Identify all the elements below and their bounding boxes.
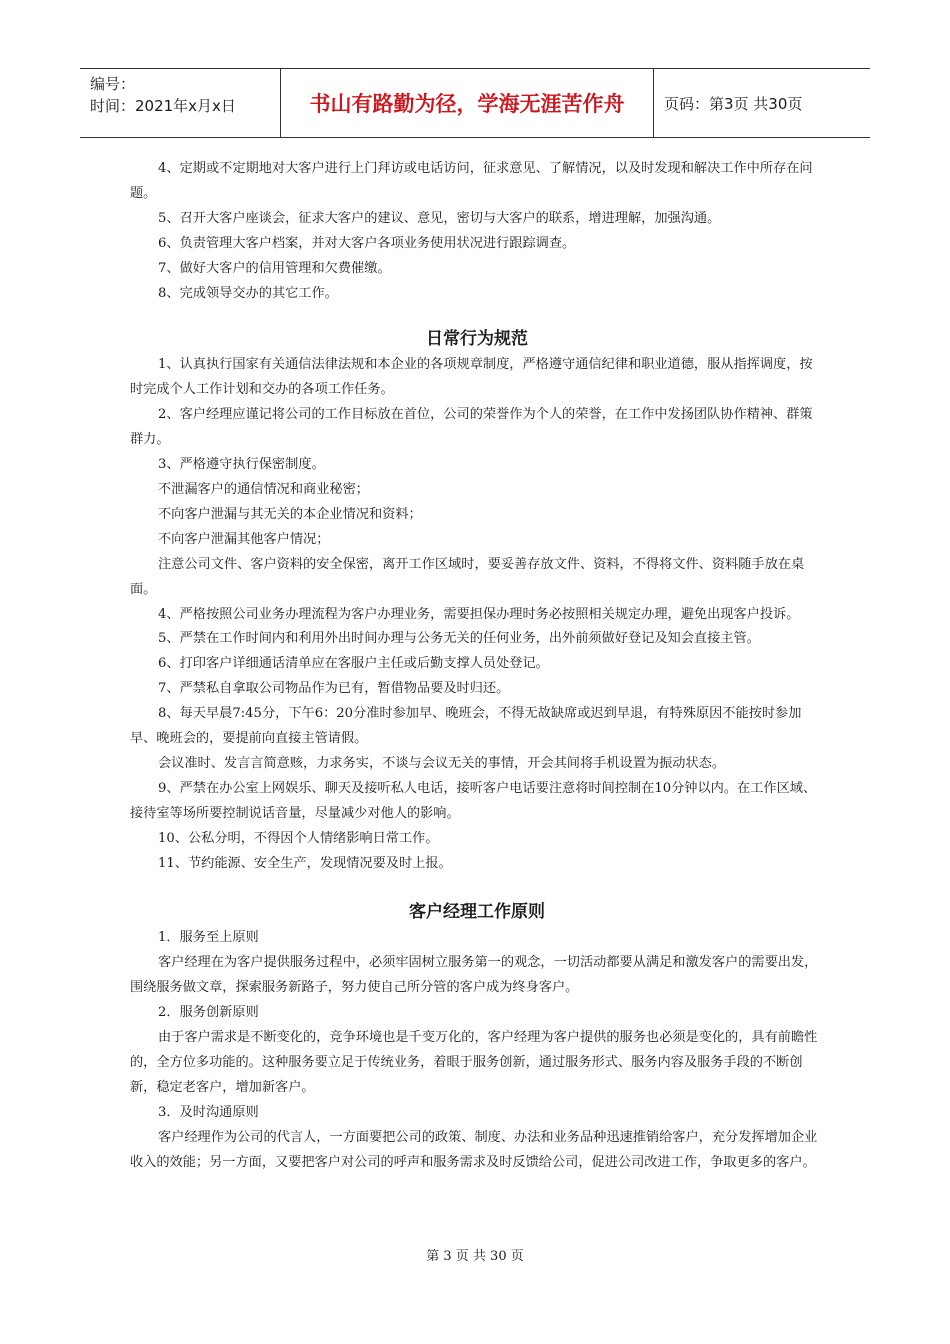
paragraph: 5、召开大客户座谈会，征求大客户的建议、意见，密切与大客户的联系，增进理解，加强沟通。 xyxy=(158,210,721,226)
paragraph: 5、严禁在工作时间内和利用外出时间办理与公务无关的任何业务，出外前须做好登记及知会直接主管。 xyxy=(158,631,760,647)
header-meta xyxy=(80,69,280,137)
subheading: 1．服务至上原则 xyxy=(158,930,259,946)
paragraph: 10、公私分明，不得因个人情绪影响日常工作。 xyxy=(158,830,439,846)
paragraph: 不向客户泄漏与其无关的本企业情况和资料； xyxy=(158,506,422,522)
paragraph: 3、严格遵守执行保密制度。 xyxy=(158,457,325,473)
header-page-info: 页码：第3页 共30页 xyxy=(664,94,803,113)
document-body xyxy=(130,157,824,1176)
section-duties xyxy=(130,157,824,306)
paragraph: 4、定期或不定期地对大客户进行上门拜访或电话访问，征求意见、了解情况，以及时发现和解决工作中所存在问题。 xyxy=(130,161,813,201)
section-conduct xyxy=(130,353,824,876)
paragraph: 注意公司文件、客户资料的安全保密，离开工作区域时，要妥善存放文件、资料，不得将文件、资料随手放在桌面。 xyxy=(130,556,805,597)
document-number: 编号： xyxy=(90,75,136,93)
document-date: 时间：2021年x月x日 xyxy=(90,97,236,115)
paragraph: 4、严格按照公司业务办理流程为客户办理业务，需要担保办理时务必按照相关规定办理，避免出现客户投诉。 xyxy=(158,606,800,622)
section-principles xyxy=(130,926,824,1175)
section-heading: 客户经理工作原则 xyxy=(409,902,545,923)
paragraph: 8、完成领导交办的其它工作。 xyxy=(158,285,338,301)
paragraph: 6、负责管理大客户档案，并对大客户各项业务使用状况进行跟踪调查。 xyxy=(158,235,576,251)
paragraph: 7、做好大客户的信用管理和欠费催缴。 xyxy=(158,260,391,276)
page-header xyxy=(80,68,870,138)
paragraph: 6、打印客户详细通话清单应在客服户主任或后勤支撑人员处登记。 xyxy=(158,656,549,672)
paragraph: 不向客户泄漏其他客户情况； xyxy=(158,531,330,547)
paragraph: 9、严禁在办公室上网娱乐、聊天及接听私人电话，接听客户电话要注意将时间控制在10分钟以内。在工作区域、接待室等场所要控制说话音量，尽量减少对他人的影响。 xyxy=(130,780,817,821)
paragraph: 11、节约能源、安全生产，发现情况要及时上报。 xyxy=(158,855,452,871)
paragraph: 由于客户需求是不断变化的，竞争环境也是千变万化的，客户经理为客户提供的服务也必须是变化的，具有前瞻性的，全方位多功能的。这种服务要立足于传统业务，着眼于服务创新，通过服务形式、服务内容及服务手段的不断创新，稳定老客户，增加新客户。 xyxy=(130,1030,818,1095)
paragraph: 客户经理在为客户提供服务过程中，必须牢固树立服务第一的观念，一切活动都要从满足和激发客户的需要出发，围绕服务做文章，探索服务新路子，努力使自己所分管的客户成为终身客户。 xyxy=(130,955,818,996)
header-slogan: 书山有路勤为径，学海无涯苦作舟 xyxy=(280,69,654,137)
paragraph: 会议准时、发言言简意赅，力求务实，不谈与会议无关的事情，开会其间将手机设置为振动状态。 xyxy=(158,755,726,771)
paragraph: 7、严禁私自拿取公司物品作为已有，暂借物品要及时归还。 xyxy=(158,681,510,697)
subheading: 3．及时沟通原则 xyxy=(158,1104,259,1120)
paragraph: 不泄漏客户的通信情况和商业秘密； xyxy=(158,481,369,497)
section-heading: 日常行为规范 xyxy=(426,329,528,350)
paragraph: 8、每天早晨7:45分，下午6：20分准时参加早、晚班会，不得无故缺席或迟到早退，有特殊原因不能按时参加早、晚班会的，要提前向直接主管请假。 xyxy=(130,706,802,747)
paragraph: 客户经理作为公司的代言人，一方面要把公司的政策、制度、办法和业务品种迅速推销给客户，充分发挥增加企业收入的效能；另一方面，又要把客户对公司的呼声和服务需求及时反馈给公司，促进公司改进工作，争取更多的客户。 xyxy=(130,1129,818,1170)
paragraph: 2、客户经理应谨记将公司的工作目标放在首位，公司的荣誉作为个人的荣誉，在工作中发扬团队协作精神、群策群力。 xyxy=(130,407,813,448)
paragraph: 1、认真执行国家有关通信法律法规和本企业的各项规章制度，严格遵守通信纪律和职业道德，服从指挥调度，按时完成个人工作计划和交办的各项工作任务。 xyxy=(130,357,813,398)
page-footer: 第 3 页 共 30 页 xyxy=(426,1249,524,1264)
subheading: 2．服务创新原则 xyxy=(158,1005,259,1021)
